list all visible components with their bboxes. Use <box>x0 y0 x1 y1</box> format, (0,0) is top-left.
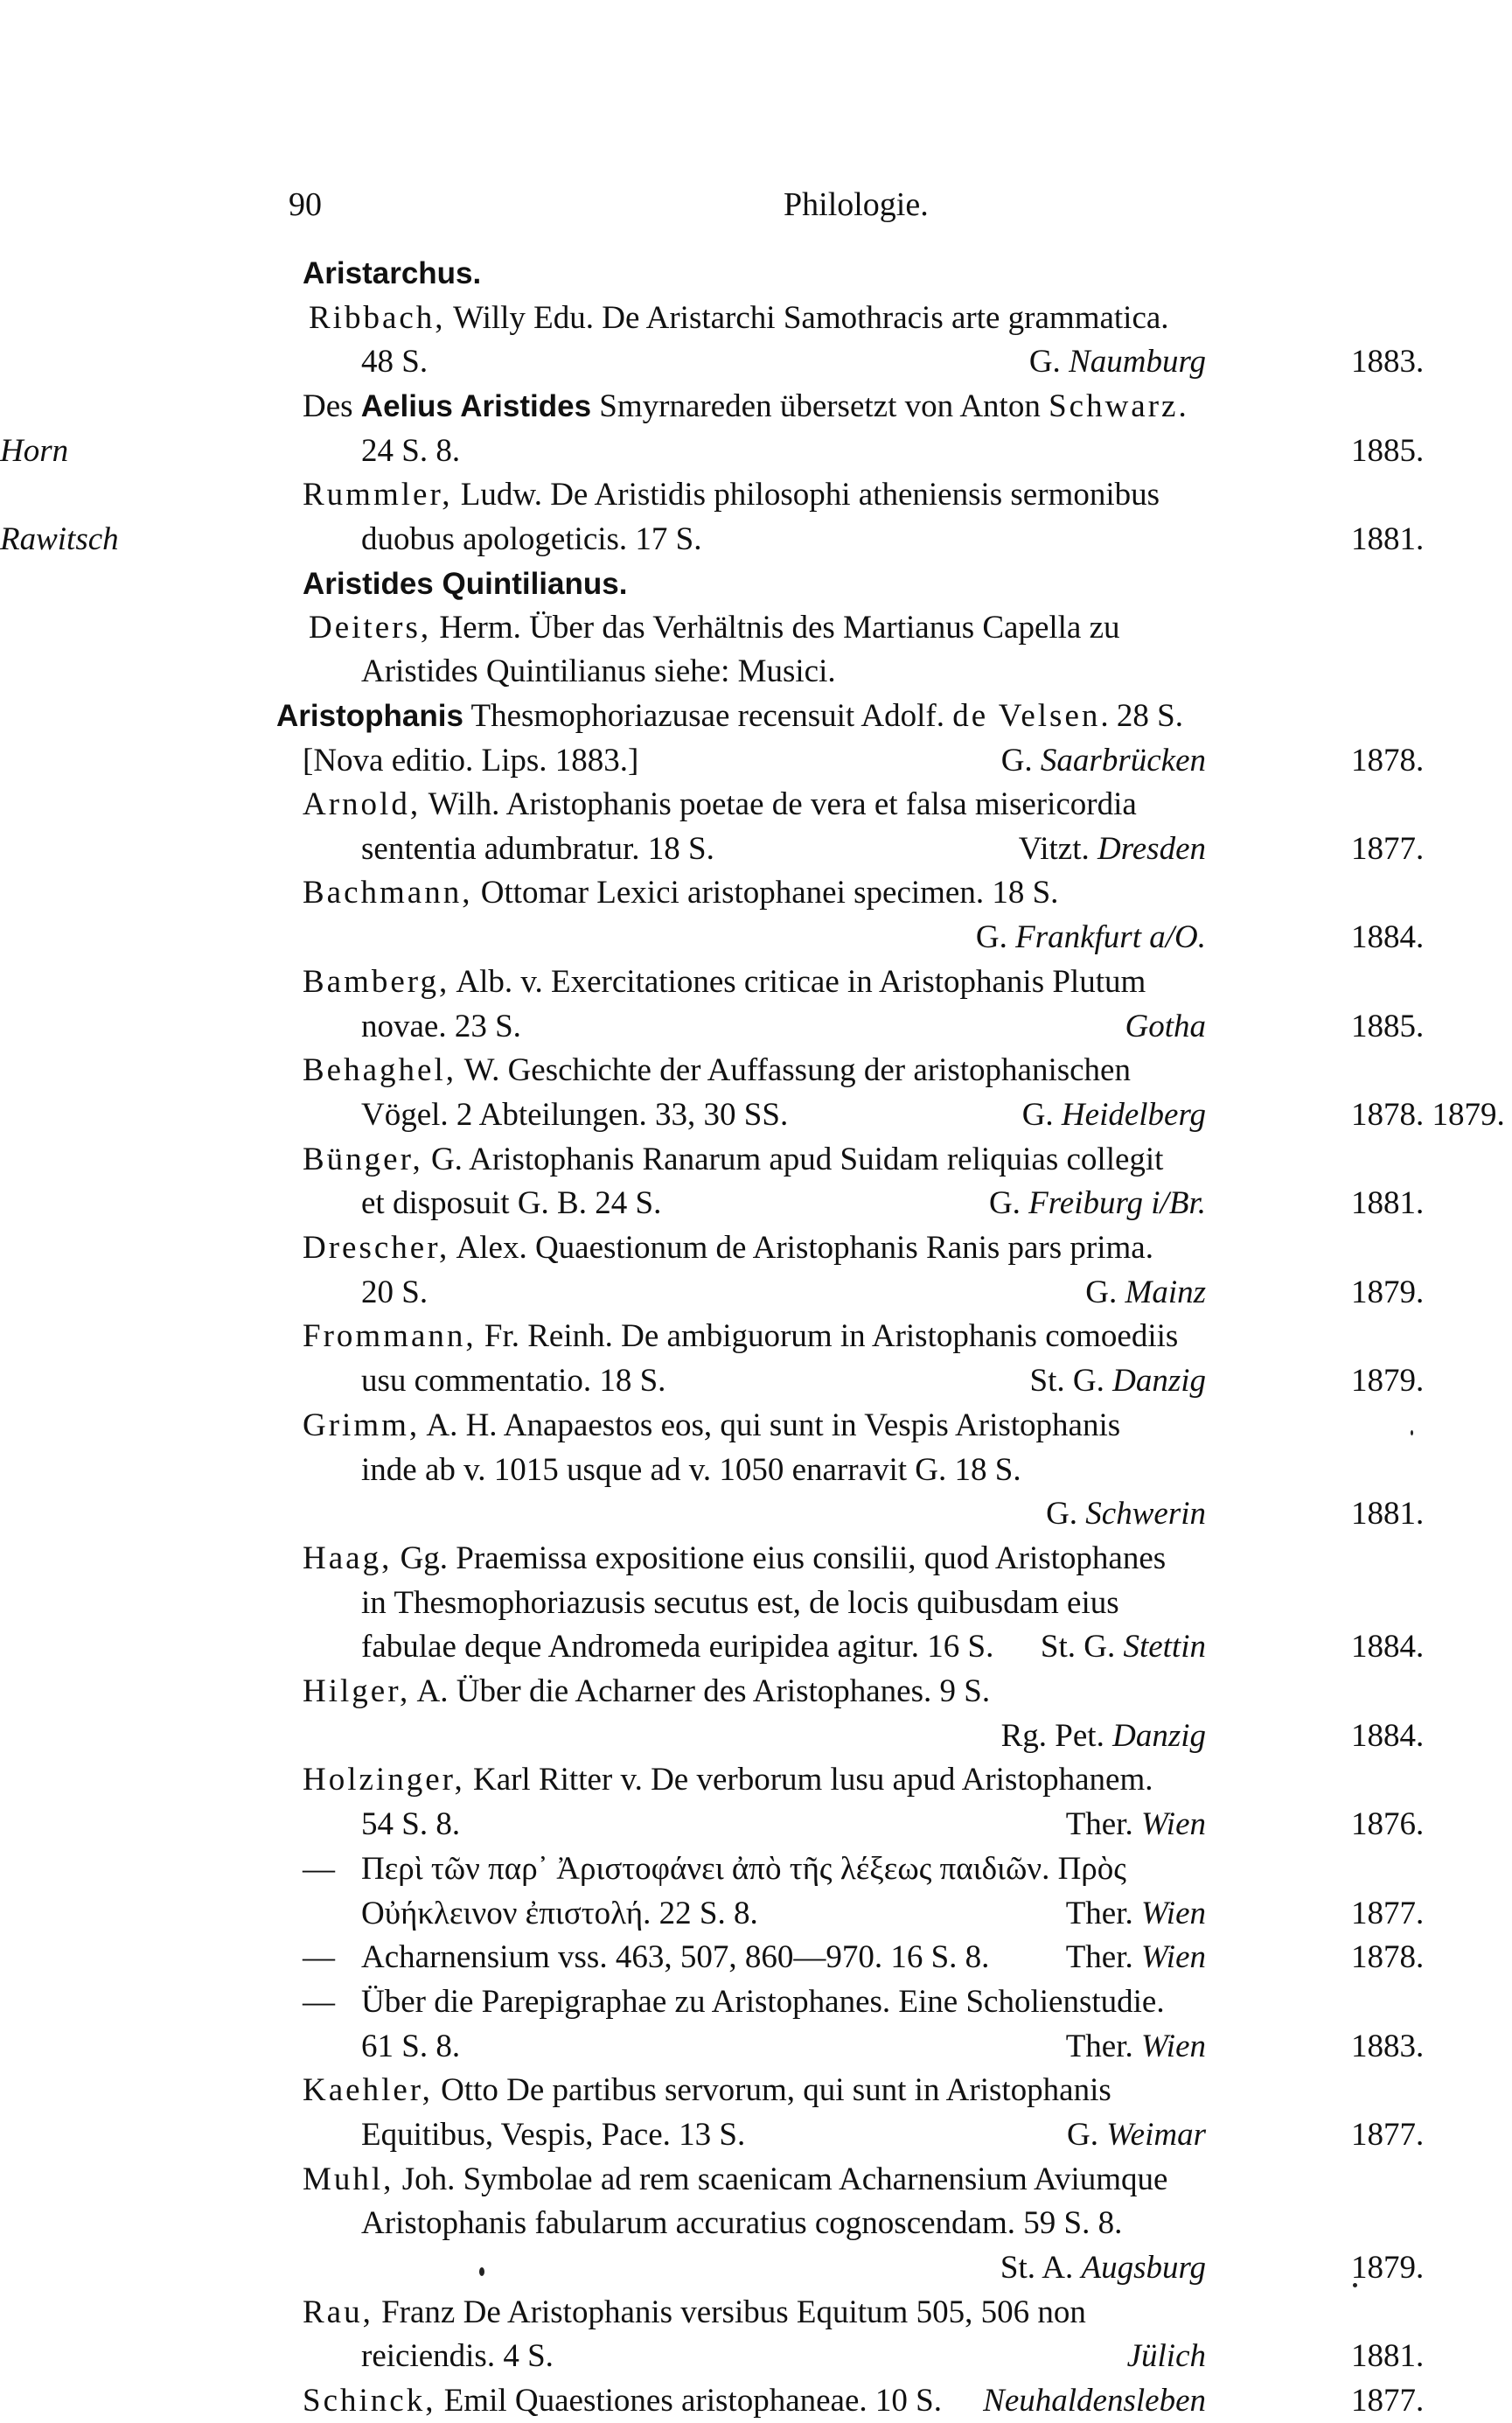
author: Drescher, <box>303 1230 450 1266</box>
year: 1879. <box>1351 1274 1425 1310</box>
year: 1877. <box>1351 1896 1425 1931</box>
entry-line: Vögel. 2 Abteilungen. 33, 30 SS. G. Heidelberg 1878. 1879. <box>0 1093 1512 1137</box>
entry-line: [Nova editio. Lips. 1883.] G. Saarbrücken 1878. <box>303 743 1425 779</box>
author: Frommann, <box>303 1318 477 1354</box>
imprint: St. G. Danzig <box>1029 1363 1206 1399</box>
entry-line: 61 S. 8. Ther. Wien 1883. <box>0 2025 1512 2069</box>
entry-line: — Περὶ τῶν παρ᾿ Ἀριστοφάνει ἀπὸ τῆς λέξεως παιδιῶν. Πρὸς <box>0 1847 1512 1891</box>
entry-line: 48 S. G. Naumburg 1883. <box>0 340 1512 384</box>
author: Bachmann, <box>303 875 473 911</box>
imprint: St. A. Augsburg <box>1000 2250 1206 2286</box>
dash: — <box>303 1851 335 1887</box>
year: 1877. <box>1351 831 1425 867</box>
entry-line <box>0 1714 1512 1758</box>
imprint: Ther. Wien <box>1065 1896 1206 1931</box>
imprint: Ther. Wien <box>1065 1939 1206 1975</box>
imprint: G. Weimar <box>1067 2117 1206 2153</box>
author: Behaghel, <box>303 1052 456 1088</box>
author: Schinck, <box>303 2383 436 2419</box>
dash: — <box>303 1984 335 2020</box>
running-head: Philologie. <box>784 186 929 223</box>
year: 1876. <box>1351 1806 1425 1842</box>
entry-line: Deiters, Herm. Über das Verhältnis des Martianus Capella zu <box>309 610 1120 646</box>
imprint: G. Schwerin <box>1046 1496 1206 1532</box>
entry-line: Aristophanis Thesmophoriazusae recensuit Adolf. de Velsen. 28 S. <box>276 698 1183 734</box>
imprint: Jülich <box>1126 2338 1206 2374</box>
entry-line <box>0 2246 1512 2290</box>
year: 1877. <box>1351 2117 1425 2153</box>
entry-line: et disposuit G. B. 24 S. G. Freiburg i/Br. 1881. <box>0 1182 1512 1225</box>
entry-line: — Über die Parepigraphae zu Aristophanes. Eine Scholienstudie. <box>0 1980 1512 2024</box>
entry-line: 24 S. 8. Horn 1885. <box>0 433 1425 469</box>
entry-line: — Acharnensium vss. 463, 507, 860—970. 16 S. 8. Ther. Wien 1878. <box>0 1936 1512 1980</box>
entry-line: duobus apologeticis. 17 S. Rawitsch 1881. <box>0 521 1425 557</box>
entry-line: Behaghel, W. Geschichte der Auffassung der aristophanischen <box>303 1052 1131 1088</box>
year: 1878. 1879. <box>1351 1097 1505 1133</box>
dash: — <box>303 1939 335 1975</box>
imprint: Ther. Wien <box>1065 1806 1206 1842</box>
entry-line: Rau, Franz De Aristophanis versibus Equitum 505, 506 non <box>303 2294 1086 2330</box>
author: Holzinger, <box>303 1762 465 1798</box>
imprint: Vitzt. Dresden <box>1018 831 1206 867</box>
entry-line: Des Aelius Aristides Smyrnareden übersetzt von Anton Schwarz. <box>303 388 1187 424</box>
imprint: G. Frankfurt a/O. <box>975 919 1206 955</box>
author: Ribbach, <box>309 300 446 336</box>
author: Rau, <box>303 2294 373 2330</box>
year: 1878. <box>1351 1939 1425 1975</box>
entry-line: 54 S. 8. Ther. Wien 1876. <box>0 1803 1512 1847</box>
year: 1884. <box>1351 1718 1425 1754</box>
author: Bamberg, <box>303 964 450 1000</box>
year: 1884. <box>1351 1629 1425 1665</box>
entry-line: Kaehler, Otto De partibus servorum, qui sunt in Aristophanis <box>303 2072 1111 2108</box>
year: 1881. <box>1351 1496 1425 1532</box>
section-heading-quintilianus: Aristides Quintilianus. <box>303 567 628 601</box>
page-number: 90 <box>289 186 322 223</box>
entry-line: reiciendis. 4 S. Jülich 1881. <box>0 2335 1512 2378</box>
year: 1881. <box>1351 2338 1425 2374</box>
entry-line: novae. 23 S. Gotha 1885. <box>0 1005 1512 1049</box>
entry-line: sententia adumbratur. 18 S. Vitzt. Dresden 1877. <box>0 827 1512 871</box>
entry-line: Rummler, Ludw. De Aristidis philosophi atheniensis sermonibus <box>303 477 1160 513</box>
author: Arnold, <box>303 786 422 822</box>
author: Kaehler, <box>303 2072 433 2108</box>
entry-line: Aristides Quintilianus siehe: Musici. <box>361 653 836 689</box>
author: Grimm, <box>303 1407 421 1443</box>
entry-line: inde ab v. 1015 usque ad v. 1050 enarravit G. 18 S. <box>361 1452 1021 1488</box>
entry-line: Aristophanis fabularum accuratius cognoscendam. 59 S. 8. <box>361 2205 1123 2241</box>
imprint: Gotha <box>1125 1009 1206 1044</box>
year: 1879. <box>1351 1363 1425 1399</box>
author: Haag, <box>303 1540 393 1576</box>
entry-line: Grimm, A. H. Anapaestos eos, qui sunt in Vespis Aristophanis <box>303 1407 1121 1443</box>
year: 1881. <box>1351 1185 1425 1221</box>
entry-line: Holzinger, Karl Ritter v. De verborum lusu apud Aristophanem. <box>303 1762 1153 1798</box>
year: 1877. <box>1351 2383 1425 2419</box>
imprint: Rg. Pet. Danzig <box>1000 1718 1206 1754</box>
entry-line: Drescher, Alex. Quaestionum de Aristophanis Ranis pars prima. <box>303 1230 1153 1266</box>
entry-line: fabulae deque Andromeda euripidea agitur. 16 S. St. G. Stettin 1884. <box>0 1625 1512 1669</box>
author: Bünger, <box>303 1142 423 1177</box>
entry-line: Bamberg, Alb. v. Exercitationes criticae in Aristophanis Plutum <box>303 964 1146 1000</box>
imprint: G. Freiburg i/Br. <box>988 1185 1206 1221</box>
entry-line: Ribbach, Willy Edu. De Aristarchi Samothracis arte grammatica. <box>309 300 1169 336</box>
imprint: G. Mainz <box>1085 1274 1206 1310</box>
author: Muhl, <box>303 2161 394 2197</box>
year: 1883. <box>1351 2028 1425 2064</box>
entry-line: Arnold, Wilh. Aristophanis poetae de vera et falsa misericordia <box>303 786 1137 822</box>
author: Hilger, <box>303 1673 411 1709</box>
entry-line: Schinck, Emil Quaestiones aristophaneae. 10 S. Neuhaldensleben 1877. <box>0 2379 1512 2423</box>
imprint: G. Naumburg <box>1028 344 1206 380</box>
entry-line: Frommann, Fr. Reinh. De ambiguorum in Aristophanis comoediis <box>303 1318 1179 1354</box>
entry-line: Bachmann, Ottomar Lexici aristophanei specimen. 18 S. <box>303 875 1059 911</box>
imprint: Neuhaldensleben <box>983 2383 1206 2419</box>
entry-line: Bünger, G. Aristophanis Ranarum apud Suidam reliquias collegit <box>303 1142 1164 1177</box>
author: Deiters, <box>309 610 432 646</box>
imprint: St. G. Stettin <box>1040 1629 1206 1665</box>
entry-line: Haag, Gg. Praemissa expositione eius consilii, quod Aristophanes <box>303 1540 1167 1576</box>
entry-line: 20 S. G. Mainz 1879. <box>0 1271 1512 1315</box>
section-heading-aristophanes: Aristophanis <box>276 699 463 733</box>
entry-line <box>0 1492 1512 1536</box>
year: 1879. <box>1351 2250 1425 2286</box>
entry-line: Hilger, A. Über die Acharner des Aristophanes. 9 S. <box>303 1673 991 1709</box>
entry-line: Equitibus, Vespis, Pace. 13 S. G. Weimar 1877. <box>0 2113 1512 2157</box>
entry-line: Οὐήκλεινον ἐπιστολή. 22 S. 8. Ther. Wien 1877. <box>0 1892 1512 1936</box>
section-heading-aristarchus: Aristarchus. <box>303 256 482 290</box>
imprint: Ther. Wien <box>1065 2028 1206 2064</box>
year: 1884. <box>1351 919 1425 955</box>
entry-line: in Thesmophoriazusis secutus est, de locis quibusdam eius <box>361 1585 1119 1621</box>
entry-line: Muhl, Joh. Symbolae ad rem scaenicam Acharnensium Aviumque <box>303 2161 1168 2197</box>
entry-line <box>0 916 1512 960</box>
year: 1885. <box>1351 1009 1425 1044</box>
author: Rummler, <box>303 477 453 513</box>
imprint: G. Heidelberg <box>1021 1097 1206 1133</box>
entry-line: usu commentatio. 18 S. St. G. Danzig 1879. <box>0 1359 1512 1403</box>
